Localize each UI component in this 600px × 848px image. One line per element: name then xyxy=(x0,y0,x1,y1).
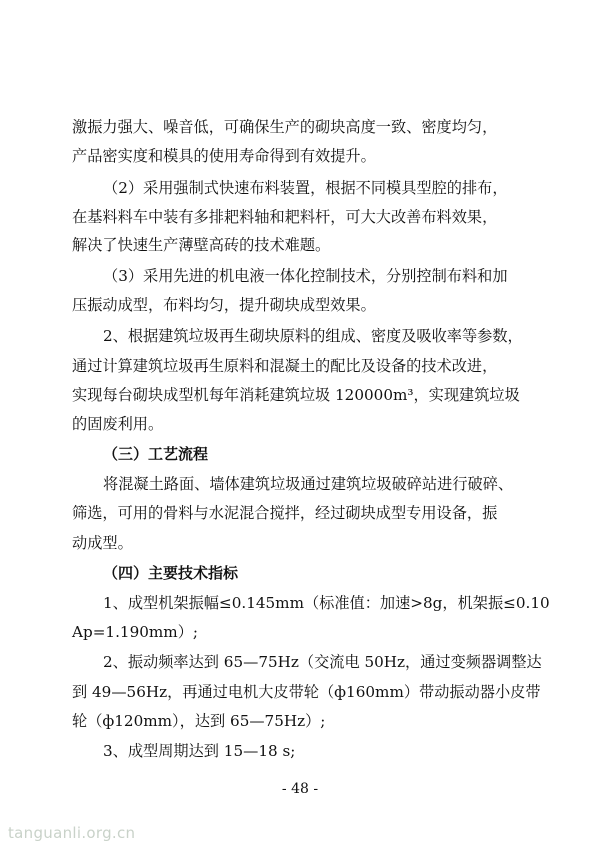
text-line: 通过计算建筑垃圾再生原料和混凝土的配比及设备的技术改进， xyxy=(72,357,498,375)
text-line: 筛选，可用的骨料与水泥混合搅拌，经过砌块成型专用设备，振 xyxy=(72,504,498,522)
text-line: 解决了快速生产薄壁高砖的技术难题。 xyxy=(72,236,331,254)
text-line: 将混凝土路面、墙体建筑垃圾通过建筑垃圾破碎站进行破碎、 xyxy=(103,475,514,493)
text-line: （3）采用先进的机电液一体化控制技术，分别控制布料和加 xyxy=(103,267,508,285)
text-line: 动成型。 xyxy=(72,534,133,552)
text-line: 实现每台砌块成型机每年消耗建筑垃圾 120000m³，实现建筑垃圾 xyxy=(72,386,520,404)
text-line: 2、根据建筑垃圾再生砌块原料的组成、密度及吸收率等参数， xyxy=(103,327,523,345)
section-heading: （三）工艺流程 xyxy=(103,445,209,463)
text-line: 2、振动频率达到 65—75Hz（交流电 50Hz，通过变频器调整达 xyxy=(103,653,542,671)
text-line: 在基料料车中装有多排耙料轴和耙料杆，可大大改善布料效果， xyxy=(72,208,498,226)
text-line: 激振力强大、噪音低，可确保生产的砌块高度一致、密度均匀， xyxy=(72,118,498,136)
text-line: 到 49—56Hz，再通过电机大皮带轮（ф160mm）带动振动器小皮带 xyxy=(72,683,541,701)
section-heading: （四）主要技术指标 xyxy=(103,564,239,582)
text-line: 的固废利用。 xyxy=(72,415,164,433)
text-line: 产品密实度和模具的使用寿命得到有效提升。 xyxy=(72,147,376,165)
text-line: （2）采用强制式快速布料装置，根据不同模具型腔的排布， xyxy=(103,179,508,197)
watermark: tanguanli.org.cn xyxy=(8,824,136,842)
text-line: 压振动成型，布料均匀，提升砌块成型效果。 xyxy=(72,296,376,314)
text-line: 3、成型周期达到 15—18 s; xyxy=(103,742,296,760)
text-line: 1、成型机架振幅≤0.145mm（标准值：加速>8g，机架振≤0.10 xyxy=(103,594,550,612)
text-line: Ap=1.190mm）; xyxy=(72,623,199,641)
page-number: - 48 - xyxy=(281,781,319,797)
text-line: 轮（ф120mm），达到 65—75Hz）; xyxy=(72,712,326,730)
